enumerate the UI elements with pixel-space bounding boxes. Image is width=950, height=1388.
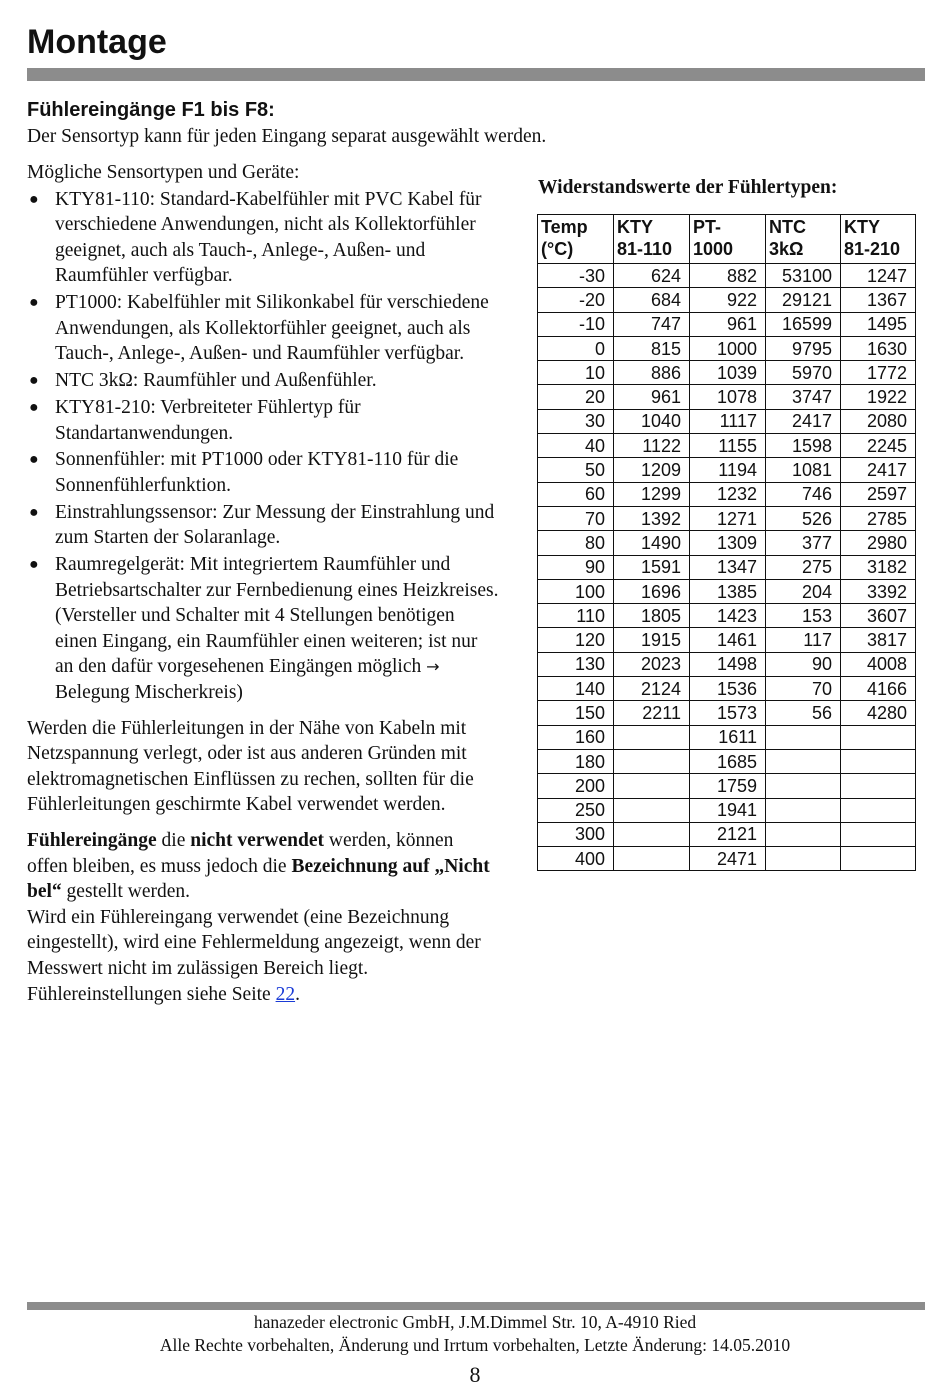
table-cell: [841, 822, 916, 846]
table-cell: 1630: [841, 336, 916, 360]
table-cell: 70: [766, 677, 841, 701]
table-cell: 2417: [841, 458, 916, 482]
table-cell: 1309: [690, 531, 766, 555]
table-cell: 40: [538, 434, 614, 458]
table-cell: 0: [538, 336, 614, 360]
settings-reference: Fühlereinstellungen siehe Seite 22.: [27, 983, 300, 1005]
table-cell: 1922: [841, 385, 916, 409]
table-cell: 1232: [690, 482, 766, 506]
table-cell: 1461: [690, 628, 766, 652]
page-number: 8: [469, 1362, 481, 1387]
page-link[interactable]: 22: [275, 983, 296, 1005]
table-row: [538, 579, 916, 603]
table-cell: 1941: [690, 798, 766, 822]
table-cell: [841, 847, 916, 871]
table-row: [538, 604, 916, 628]
table-cell: 2245: [841, 434, 916, 458]
table-row: [538, 701, 916, 725]
table-cell: 2023: [614, 652, 690, 676]
table-cell: [614, 749, 690, 773]
table-cell: 140: [538, 677, 614, 701]
table-row: [538, 774, 916, 798]
table-caption: Widerstandswerte der Fühlertypen:: [538, 177, 838, 198]
list-item: ● PT1000: Kabelfühler mit Silikonkabel für verschiedene Anwendungen, als Kollektorfühler geeignet, auch als Tauch-, Anlege-, Außen- und Raumfühler verfügbar.: [29, 292, 489, 365]
table-cell: 1155: [690, 434, 766, 458]
table-cell: [614, 725, 690, 749]
table-cell: [766, 725, 841, 749]
table-row: [538, 506, 916, 530]
table-cell: 1805: [614, 604, 690, 628]
footer-company: hanazeder electronic GmbH, J.M.Dimmel Str. 10, A-4910 Ried: [253, 1312, 697, 1332]
table-cell: 400: [538, 847, 614, 871]
table-cell: 1347: [690, 555, 766, 579]
table-cell: 150: [538, 701, 614, 725]
table-cell: 204: [766, 579, 841, 603]
table-cell: [766, 822, 841, 846]
table-row: [538, 264, 916, 288]
table-cell: 3392: [841, 579, 916, 603]
table-cell: 160: [538, 725, 614, 749]
arrow-right-icon: →: [426, 657, 440, 677]
table-cell: 20: [538, 385, 614, 409]
table-cell: 1685: [690, 749, 766, 773]
table-cell: 80: [538, 531, 614, 555]
table-cell: 1039: [690, 361, 766, 385]
table-row: [538, 822, 916, 846]
error-message-paragraph: Wird ein Fühlereingang verwendet (eine Bezeichnung eingestellt), wird eine Fehlermeldung angezeigt, wenn der Messwert nicht im zulässigen Bereich liegt.: [27, 906, 481, 979]
table-cell: 90: [538, 555, 614, 579]
table-cell: 377: [766, 531, 841, 555]
table-cell: [766, 749, 841, 773]
table-cell: 2417: [766, 409, 841, 433]
table-cell: 1423: [690, 604, 766, 628]
table-header-cell: PT- 1000: [690, 215, 766, 264]
footer-divider: [27, 1302, 925, 1310]
table-cell: 90: [766, 652, 841, 676]
section-heading: Fühlereingänge F1 bis F8:: [27, 99, 275, 121]
table-cell: [614, 798, 690, 822]
table-row: [538, 652, 916, 676]
bullet-icon: ●: [29, 398, 39, 416]
table-cell: [841, 725, 916, 749]
table-header-cell: Temp (°C): [538, 215, 614, 264]
table-row: [538, 409, 916, 433]
table-cell: 1611: [690, 725, 766, 749]
table-cell: 1081: [766, 458, 841, 482]
list-item: ● Einstrahlungssensor: Zur Messung der Einstrahlung und zum Starten der Solaranlage.: [29, 501, 495, 549]
table-cell: 3182: [841, 555, 916, 579]
sensor-type-list: [27, 187, 499, 706]
table-cell: 1573: [690, 701, 766, 725]
table-header-row: [538, 215, 916, 264]
table-row: [538, 312, 916, 336]
table-header-cell: KTY 81-210: [841, 215, 916, 264]
table-cell: 5970: [766, 361, 841, 385]
table-cell: 53100: [766, 264, 841, 288]
table-cell: [841, 749, 916, 773]
table-cell: [614, 847, 690, 871]
table-cell: 2785: [841, 506, 916, 530]
table-cell: 60: [538, 482, 614, 506]
table-cell: 2211: [614, 701, 690, 725]
table-cell: 153: [766, 604, 841, 628]
table-cell: 1598: [766, 434, 841, 458]
table-row: [538, 336, 916, 360]
table-cell: 1367: [841, 288, 916, 312]
table-row: [538, 385, 916, 409]
list-item: ● Raumregelgerät: Mit integriertem Raumfühler und Betriebsartschalter zur Fernbedienung eines Heizkreises. (Versteller und Schalter mit 4 Stellungen benötigen einen Eingang, ein Raumfühler einen weiteren; ist nur an den dafür vorgesehenen Eingängen möglich → Belegung Mischerkreis): [29, 554, 499, 703]
bullet-icon: ●: [29, 372, 39, 390]
table-cell: 29121: [766, 288, 841, 312]
table-cell: 16599: [766, 312, 841, 336]
table-cell: 1495: [841, 312, 916, 336]
table-cell: 1117: [690, 409, 766, 433]
table-cell: 1392: [614, 506, 690, 530]
table-cell: 1271: [690, 506, 766, 530]
table-row: [538, 798, 916, 822]
shielded-cable-paragraph: Werden die Fühlerleitungen in der Nähe von Kabeln mit Netzspannung verlegt, oder ist aus anderen Gründen mit elektromagnetischen Einflüssen zu rechen, sollten für die Fühlerleitungen geschirmte Kabel verwendet werden.: [27, 717, 474, 816]
table-cell: 3817: [841, 628, 916, 652]
table-cell: 1490: [614, 531, 690, 555]
table-cell: 1209: [614, 458, 690, 482]
table-row: [538, 628, 916, 652]
table-cell: 1591: [614, 555, 690, 579]
table-cell: 3747: [766, 385, 841, 409]
table-cell: 30: [538, 409, 614, 433]
table-cell: 9795: [766, 336, 841, 360]
table-cell: 961: [614, 385, 690, 409]
table-cell: [841, 774, 916, 798]
table-cell: -30: [538, 264, 614, 288]
table-cell: 1385: [690, 579, 766, 603]
bullet-icon: ●: [29, 190, 39, 208]
table-cell: 1122: [614, 434, 690, 458]
bullet-icon: ●: [29, 451, 39, 469]
table-row: [538, 677, 916, 701]
table-cell: 886: [614, 361, 690, 385]
table-cell: 882: [690, 264, 766, 288]
table-cell: 526: [766, 506, 841, 530]
table-body: [538, 264, 916, 871]
table-cell: 1078: [690, 385, 766, 409]
table-cell: 624: [614, 264, 690, 288]
left-column: [27, 160, 499, 1007]
table-row: [538, 531, 916, 555]
table-cell: 1759: [690, 774, 766, 798]
table-cell: 110: [538, 604, 614, 628]
resistance-table: [537, 214, 916, 871]
table-cell: 56: [766, 701, 841, 725]
table-row: [538, 482, 916, 506]
table-cell: 684: [614, 288, 690, 312]
table-cell: 2980: [841, 531, 916, 555]
table-cell: [614, 822, 690, 846]
table-cell: 1194: [690, 458, 766, 482]
table-cell: 250: [538, 798, 614, 822]
table-cell: -10: [538, 312, 614, 336]
table-cell: 4008: [841, 652, 916, 676]
bullet-icon: ●: [29, 556, 39, 574]
table-header-cell: NTC 3kΩ: [766, 215, 841, 264]
bullet-icon: ●: [29, 503, 39, 521]
table-cell: [766, 847, 841, 871]
table-cell: 300: [538, 822, 614, 846]
table-cell: 200: [538, 774, 614, 798]
table-row: [538, 749, 916, 773]
section-intro: Der Sensortyp kann für jeden Eingang separat ausgewählt werden.: [27, 126, 547, 147]
bullet-icon: ●: [29, 294, 39, 312]
table-row: [538, 847, 916, 871]
table-cell: 4166: [841, 677, 916, 701]
table-cell: 70: [538, 506, 614, 530]
table-cell: 1772: [841, 361, 916, 385]
table-cell: 2080: [841, 409, 916, 433]
table-cell: 1498: [690, 652, 766, 676]
table-cell: 2121: [690, 822, 766, 846]
table-cell: 117: [766, 628, 841, 652]
list-item: ● Sonnenfühler: mit PT1000 oder KTY81-110 für die Sonnenfühlerfunktion.: [29, 449, 459, 496]
table-cell: 747: [614, 312, 690, 336]
table-cell: 2124: [614, 677, 690, 701]
list-item: ● KTY81-110: Standard-Kabelfühler mit PVC Kabel für verschiedene Anwendungen, nicht als Kollektorfühler geeignet, auch als Tauch-, Anlege-, Außen- und Raumfühler verfügbar.: [29, 188, 482, 287]
table-header-cell: KTY 81-110: [614, 215, 690, 264]
table-cell: 1247: [841, 264, 916, 288]
unused-inputs-paragraph: Fühlereingänge die nicht verwendet werden, können offen bleiben, es muss jedoch die Bezeichnung auf „Nicht bel“ gestellt werden.: [27, 829, 490, 903]
table-cell: 746: [766, 482, 841, 506]
table-cell: 1000: [690, 336, 766, 360]
table-cell: 4280: [841, 701, 916, 725]
table-row: [538, 434, 916, 458]
table-row: [538, 458, 916, 482]
table-cell: 1696: [614, 579, 690, 603]
list-item: ● NTC 3kΩ: Raumfühler und Außenfühler.: [27, 368, 499, 394]
table-cell: 1299: [614, 482, 690, 506]
table-cell: 1915: [614, 628, 690, 652]
table-cell: 120: [538, 628, 614, 652]
table-cell: [841, 798, 916, 822]
table-cell: 961: [690, 312, 766, 336]
table-cell: 180: [538, 749, 614, 773]
table-cell: 922: [690, 288, 766, 312]
table-cell: [614, 774, 690, 798]
table-row: [538, 361, 916, 385]
table-cell: 10: [538, 361, 614, 385]
table-cell: 275: [766, 555, 841, 579]
sensor-types-intro: Mögliche Sensortypen und Geräte:: [27, 162, 300, 183]
table-row: [538, 555, 916, 579]
table-cell: [766, 774, 841, 798]
footer-rights: Alle Rechte vorbehalten, Änderung und Irrtum vorbehalten, Letzte Änderung: 14.05.2010: [159, 1335, 791, 1355]
table-cell: 1040: [614, 409, 690, 433]
table-cell: 130: [538, 652, 614, 676]
table-cell: 815: [614, 336, 690, 360]
list-item: ● KTY81-210: Verbreiteter Fühlertyp für Standartanwendungen.: [29, 396, 361, 444]
table-cell: -20: [538, 288, 614, 312]
header-divider: [27, 68, 925, 81]
table-cell: [766, 798, 841, 822]
table-row: [538, 288, 916, 312]
table-row: [538, 725, 916, 749]
table-cell: 2597: [841, 482, 916, 506]
table-cell: 1536: [690, 677, 766, 701]
table-cell: 100: [538, 579, 614, 603]
table-cell: 3607: [841, 604, 916, 628]
page-title: Montage: [27, 23, 167, 61]
table-cell: 2471: [690, 847, 766, 871]
table-cell: 50: [538, 458, 614, 482]
